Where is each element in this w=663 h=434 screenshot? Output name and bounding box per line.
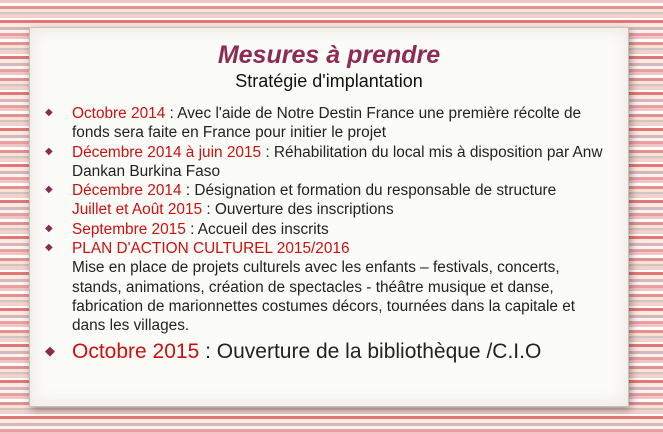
- list-item-responsable: [42, 181, 612, 220]
- diamond-bullet-icon: ◆: [45, 107, 53, 118]
- diamond-bullet-icon: ◆: [45, 145, 53, 157]
- bullet-list: [42, 104, 612, 365]
- item-text: : Ouverture de la bibliothèque /C.I.O: [199, 339, 542, 363]
- item-date: Décembre 2014 à juin 2015: [72, 143, 262, 161]
- item-heading: PLAN D'ACTION CULTUREL 2015/2016: [72, 240, 350, 258]
- list-item-accueil: [42, 220, 612, 239]
- slide-title: Mesures à prendre: [217, 41, 441, 69]
- item-date: Octobre 2014: [72, 105, 166, 122]
- item-text: : Avec l'aide de Notre Destin France une première récolte de fonds sera faite en France pour initier le projet: [72, 105, 582, 142]
- diamond-bullet-icon: ◆: [45, 242, 53, 254]
- item-text: : Accueil des inscrits: [185, 220, 329, 238]
- diamond-bullet-icon: ◆: [45, 342, 55, 358]
- diamond-bullet-icon: ◆: [45, 222, 53, 234]
- item-text: : Désignation et formation du responsable de structure: [181, 182, 557, 200]
- list-item-plan-culturel: [42, 239, 612, 335]
- item-text: Mise en place de projets culturels avec les enfants – festivals, concerts, stands, animations, création de spectacles - théâtre musique et danse, fabrication de marionnettes costumes décors, tournées dans la capitale et dans les villages.: [72, 259, 576, 335]
- diamond-bullet-icon: ◆: [45, 184, 53, 196]
- list-item-rehabilitation: [42, 143, 612, 182]
- item-sub-date: Juillet et Août 2015: [72, 201, 203, 219]
- item-date: Octobre 2015: [72, 339, 200, 363]
- item-text: : Réhabilitation du local mis à disposition par Anw Dankan Burkina Faso: [72, 143, 603, 180]
- list-item-bibliotheque: [42, 339, 612, 365]
- slide-subtitle: Stratégie d'implantation: [235, 71, 423, 91]
- slide-card: [29, 27, 629, 407]
- item-date: Septembre 2015: [72, 220, 186, 238]
- item-sub-text: : Ouverture des inscriptions: [202, 201, 394, 219]
- item-date: Décembre 2014: [72, 182, 182, 200]
- list-item-octobre-2014: [42, 104, 612, 143]
